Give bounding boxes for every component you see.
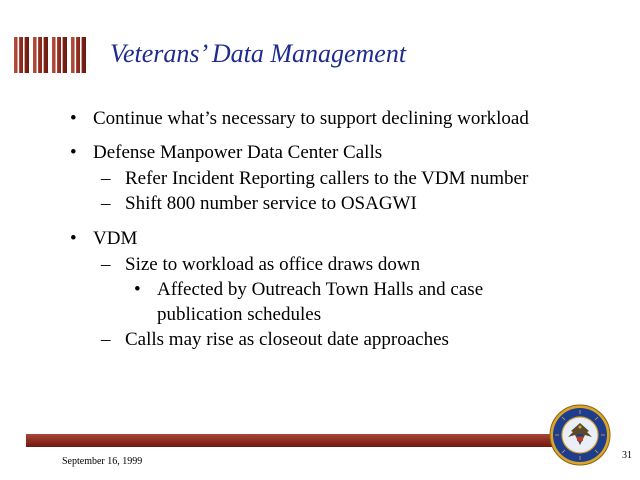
page-number: 31 — [622, 450, 632, 461]
sub-bullet-text: Calls may rise as closeout date approaches — [125, 329, 449, 350]
slide-body — [70, 106, 610, 352]
footer-date: September 16, 1999 — [62, 456, 143, 467]
dash-bullet-icon: – — [101, 254, 111, 275]
logo-block — [14, 37, 29, 73]
bullet-text: Defense Manpower Data Center Calls — [93, 142, 383, 163]
bullet-dot-icon: • — [70, 228, 77, 249]
dash-bullet-icon: – — [101, 193, 111, 214]
sub-bullet-text: Size to workload as office draws down — [125, 254, 421, 275]
footer-bar — [26, 434, 598, 447]
sub-bullet-text: Refer Incident Reporting callers to the VDM number — [125, 168, 529, 189]
sub-bullet-item — [70, 166, 610, 191]
bullet-item — [70, 226, 610, 252]
sub-bullet-text: Shift 800 number service to OSAGWI — [125, 193, 417, 214]
sub-sub-bullet-item — [70, 277, 610, 327]
dash-bullet-icon: – — [101, 329, 111, 350]
slide-title: Veterans’ Data Management — [110, 39, 407, 68]
bullet-dot-icon: • — [70, 142, 77, 163]
logo-block — [71, 37, 86, 73]
bullet-item — [70, 140, 610, 166]
sub-bullet-item — [70, 191, 610, 216]
bullet-text: VDM — [93, 228, 138, 249]
bullet-text: Continue what’s necessary to support declining workload — [93, 108, 529, 129]
logo-block — [33, 37, 48, 73]
bullet-dot-icon: • — [134, 279, 141, 300]
logo-block — [52, 37, 67, 73]
bullet-item — [70, 106, 610, 132]
sub-sub-bullet-text: Affected by Outreach Town Halls and case publication schedules — [157, 279, 484, 325]
striped-blocks-logo-icon — [14, 37, 86, 73]
department-of-defense-seal-icon — [549, 404, 611, 466]
sub-bullet-item — [70, 327, 610, 352]
sub-bullet-item — [70, 252, 610, 277]
bullet-dot-icon: • — [70, 108, 77, 129]
dash-bullet-icon: – — [101, 168, 111, 189]
